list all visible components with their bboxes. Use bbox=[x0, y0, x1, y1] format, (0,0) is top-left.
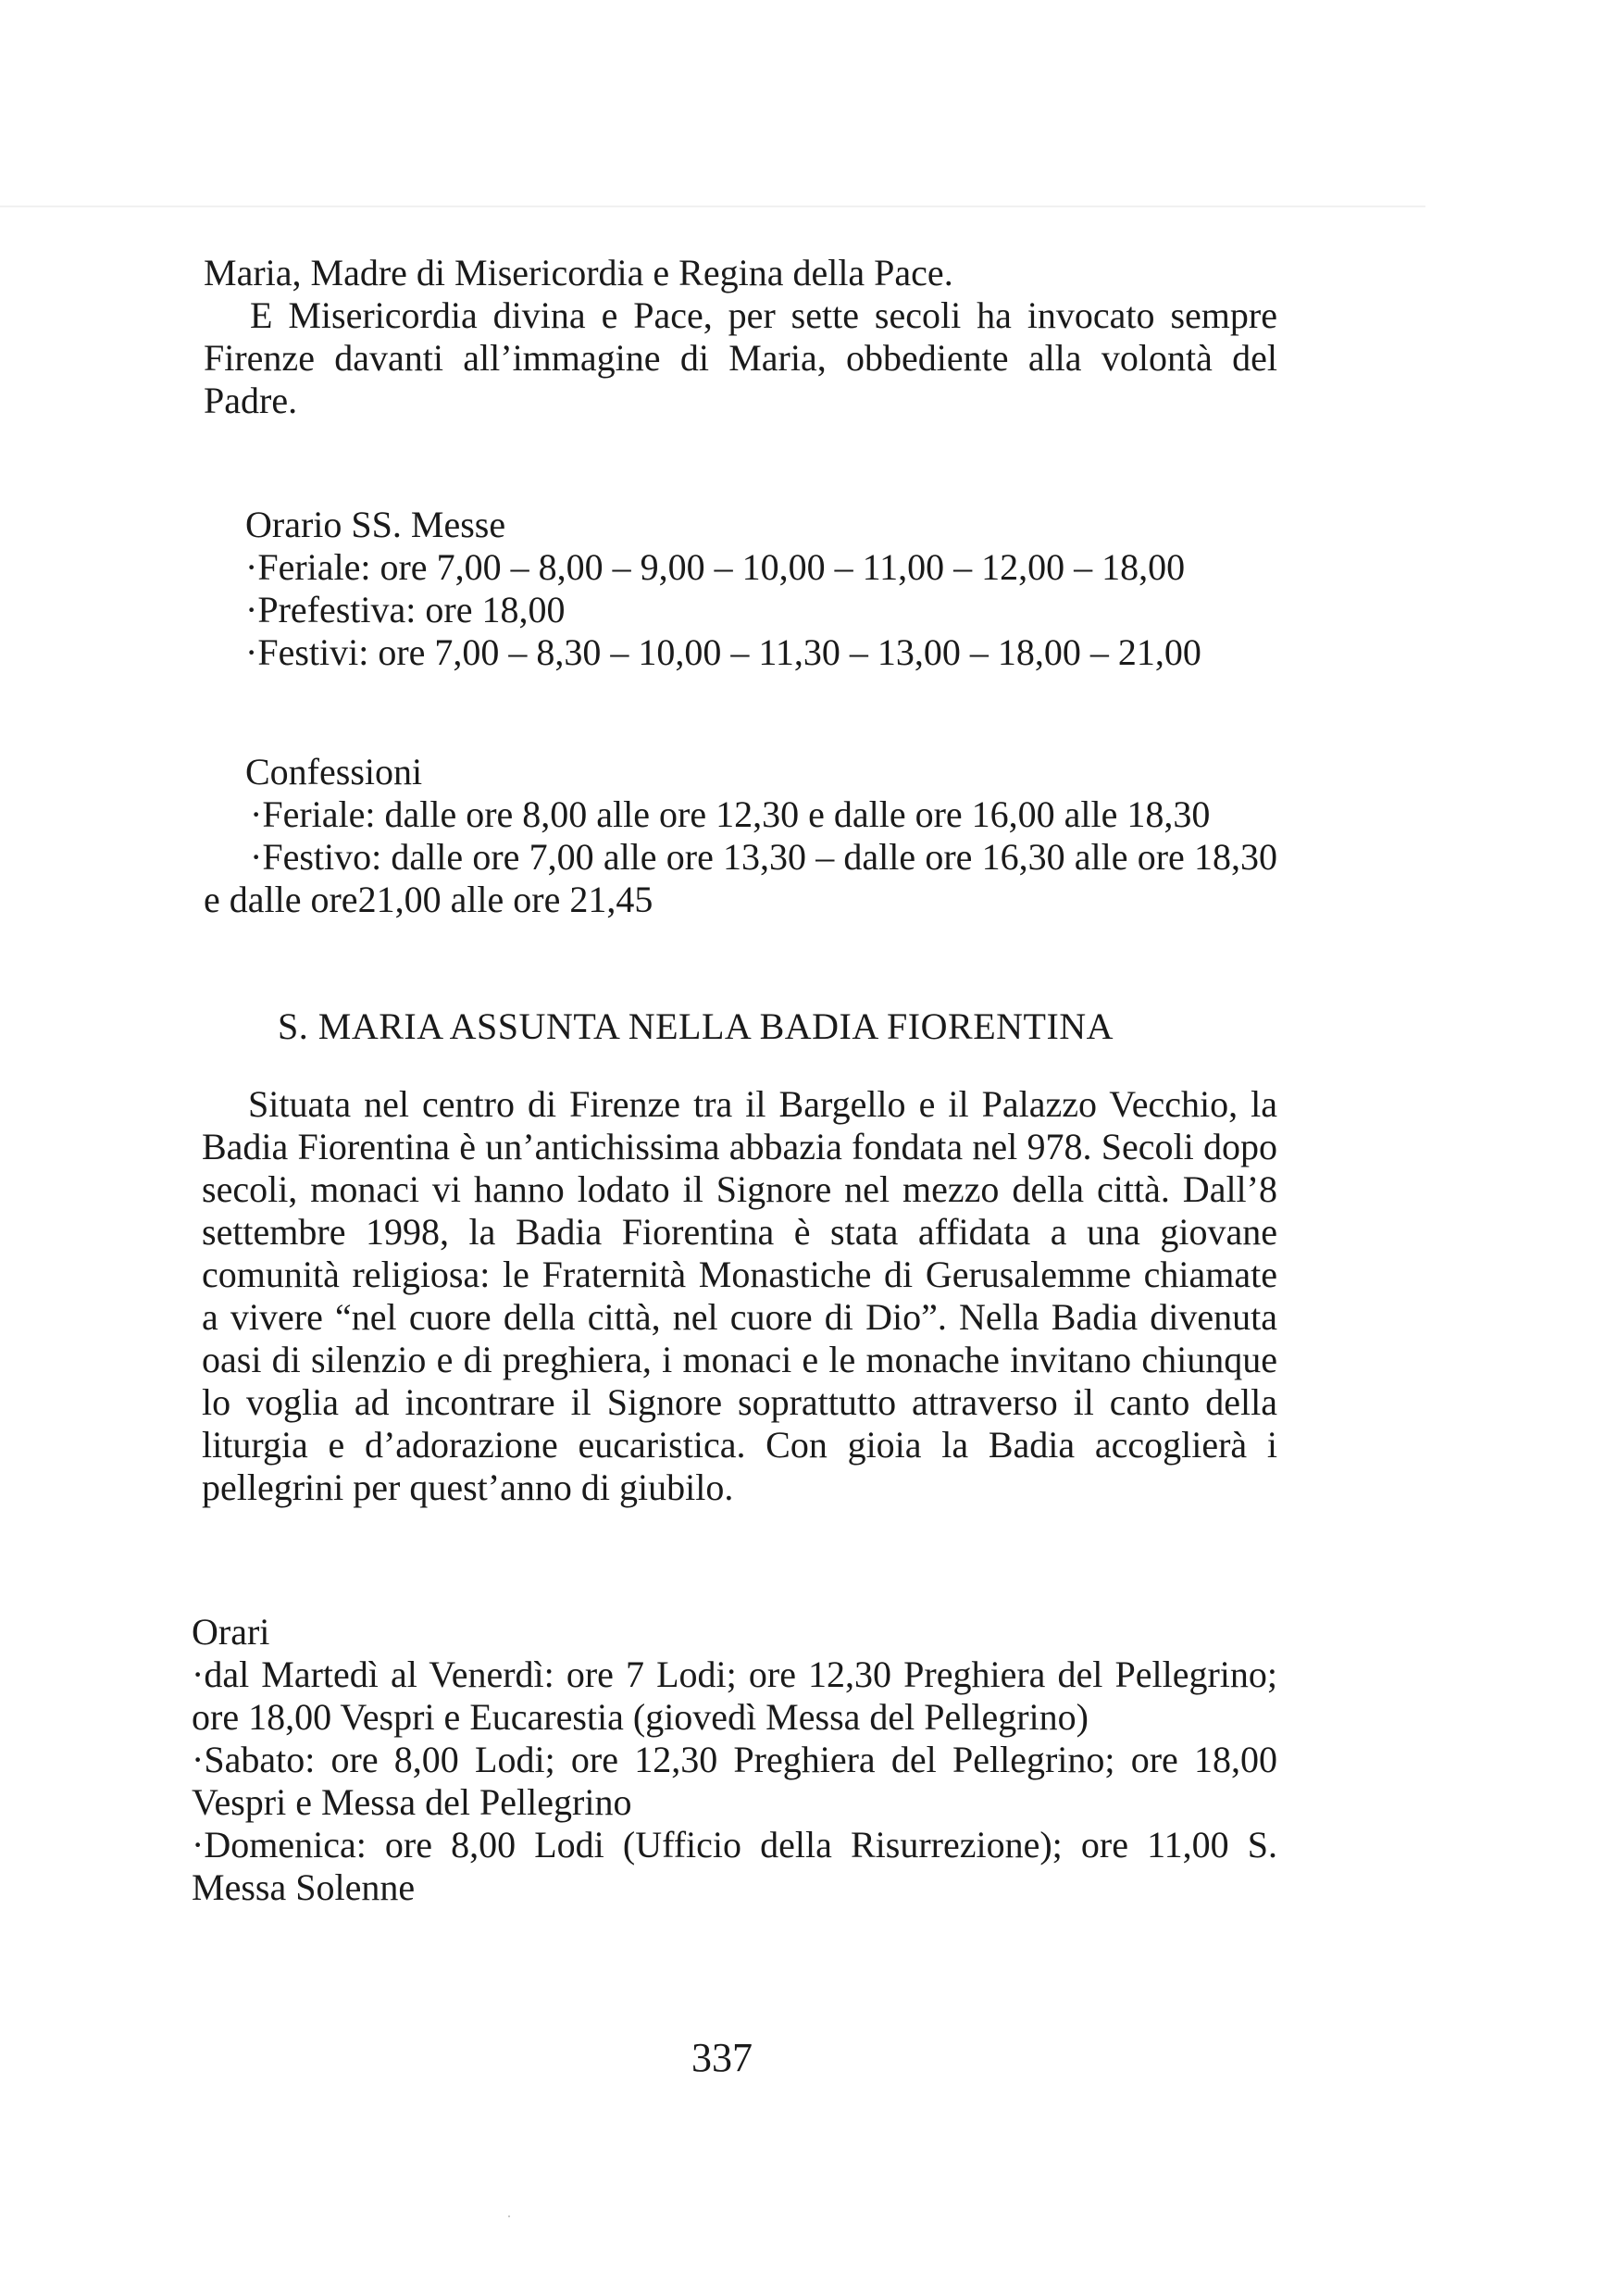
mass-schedule bbox=[245, 504, 1282, 674]
badia-paragraph: Situata nel centro di Firenze tra il Bargello e il Palazzo Vecchio, la Badia Fiorentina è un’antichissima abbazia fondata nel 978. Secoli dopo secoli, monaci vi hanno lodato il Signore nel mezzo della città. Dall’8 settembre 1998, la Badia Fiorentina è stata affidata a una giovane comunità religiosa: le Fraternità Monastiche di Gerusalemme chiamate a vivere “nel cuore della città, nel cuore di Dio”. Nella Badia divenuta oasi di silenzio e di preghiera, i monaci e le monache invitano chiunque lo voglia ad incontrare il Signore soprattutto attraverso il canto della liturgia e d’adorazione eucaristica. Con gioia la Badia accoglierà i pellegrini per quest’anno di giubilo. bbox=[202, 1083, 1277, 1508]
confessions-holiday: ·Festivo: dalle ore 7,00 alle ore 13,30 – dalle ore 16,30 alle ore 18,30 e dalle ore21,00 alle ore 21,45 bbox=[204, 836, 1277, 920]
mass-weekday-line: ·Feriale: ore 7,00 – 8,00 – 9,00 – 10,00 – 11,00 – 12,00 – 18,00 bbox=[245, 546, 1186, 588]
section-heading: S. MARIA ASSUNTA NELLA BADIA FIORENTINA bbox=[278, 1005, 1114, 1047]
badia-schedule-title: Orari bbox=[192, 1611, 270, 1653]
intro-paragraph-1: Maria, Madre di Misericordia e Regina della Pace. bbox=[204, 252, 953, 293]
badia-schedule-saturday: ·Sabato: ore 8,00 Lodi; ore 12,30 Preghiera del Pellegrino; ore 18,00 Vespri e Messa del Pellegrino bbox=[192, 1739, 1277, 1823]
confessions-weekday: ·Feriale: dalle ore 8,00 alle ore 12,30 e dalle ore 16,00 alle 18,30 bbox=[250, 793, 1211, 835]
page-number: 337 bbox=[691, 2035, 753, 2080]
badia-schedule-weekdays: ·dal Martedì al Venerdì: ore 7 Lodi; ore 12,30 Preghiera del Pellegrino; ore 18,00 Vespri e Eucarestia (giovedì Messa del Pellegrino) bbox=[192, 1653, 1277, 1738]
mass-prefestive-line: ·Prefestiva: ore 18,00 bbox=[245, 589, 566, 630]
confessions-title: Confessioni bbox=[245, 751, 423, 792]
mass-holiday-line: ·Festivi: ore 7,00 – 8,30 – 10,00 – 11,30 – 13,00 – 18,00 – 21,00 bbox=[245, 631, 1201, 673]
intro-paragraph-2: E Misericordia divina e Pace, per sette secoli ha invocato sempre Firenze davanti all’immagine di Maria, obbediente alla volontà del Padre. bbox=[204, 294, 1277, 421]
badia-schedule-sunday: ·Domenica: ore 8,00 Lodi (Ufficio della Risurrezione); ore 11,00 S. Messa Solenne bbox=[192, 1824, 1277, 1908]
mass-schedule-title: Orario SS. Messe bbox=[245, 504, 506, 545]
badia-schedule bbox=[192, 1611, 1277, 1909]
badia-description bbox=[202, 1083, 1277, 1509]
confessions-schedule bbox=[204, 751, 1277, 921]
intro-section bbox=[204, 252, 1277, 422]
